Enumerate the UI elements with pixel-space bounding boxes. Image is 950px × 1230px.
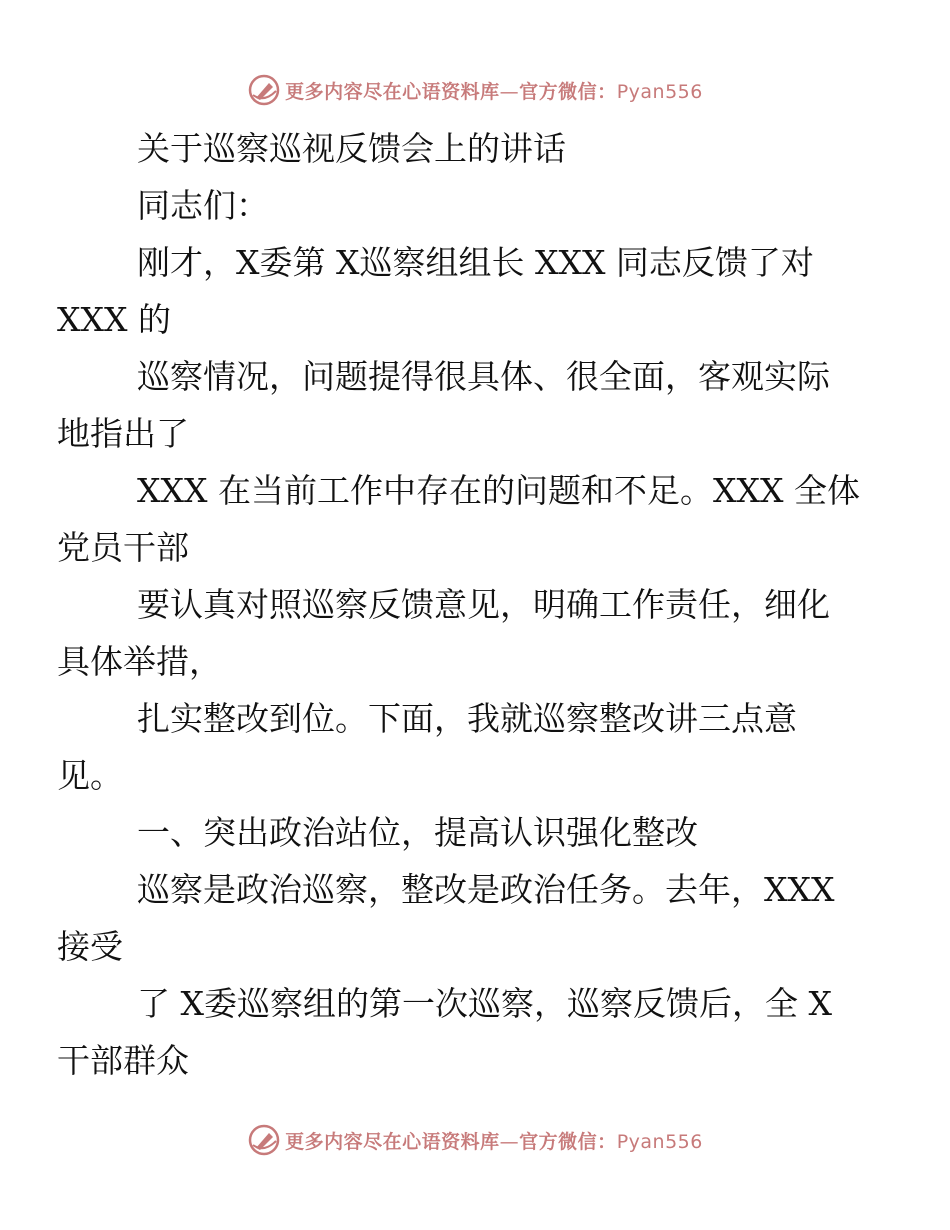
text-line: 党员干部 bbox=[57, 528, 189, 567]
footer-banner bbox=[0, 1120, 950, 1160]
text-line: 巡察情况，问题提得很具体、很全面，客观实际 bbox=[137, 357, 830, 396]
banner-title: 更多内容尽在心语资料库 bbox=[285, 80, 500, 103]
banner-title: 更多内容尽在心语资料库 bbox=[285, 1130, 500, 1153]
banner-dash: — bbox=[499, 1130, 520, 1153]
paragraph bbox=[57, 234, 857, 348]
text-line: 接受 bbox=[57, 927, 123, 966]
banner-label: 官方微信： bbox=[519, 80, 617, 103]
banner-label: 官方微信： bbox=[519, 1130, 617, 1153]
section-heading bbox=[97, 804, 857, 861]
pen-nib-logo-icon bbox=[247, 1123, 281, 1157]
paragraph bbox=[57, 861, 857, 975]
text-line: 一、突出政治站位，提高认识强化整改 bbox=[137, 813, 698, 852]
text-line: 扎实整改到位。下面，我就巡察整改讲三点意 bbox=[137, 699, 797, 738]
document-body bbox=[57, 120, 860, 1089]
text-line: 见。 bbox=[57, 756, 123, 795]
text-line: XXX 在当前工作中存在的问题和不足。XXX 全体 bbox=[137, 471, 860, 510]
text-line: 同志们： bbox=[137, 186, 269, 225]
text-line: 巡察是政治巡察，整改是政治任务。去年，XXX bbox=[137, 870, 835, 909]
banner-text bbox=[285, 1127, 703, 1154]
banner-text bbox=[285, 77, 703, 104]
text-line: 刚才，X委第 X巡察组组长 XXX 同志反馈了对 bbox=[137, 243, 814, 282]
text-line: 了 X委巡察组的第一次巡察，巡察反馈后，全 X bbox=[137, 984, 832, 1023]
text-line: 地指出了 bbox=[57, 414, 189, 453]
paragraph bbox=[57, 576, 857, 690]
text-line: 具体举措， bbox=[57, 642, 222, 681]
banner-account: Pyan556 bbox=[616, 1130, 703, 1153]
text-line: XXX 的 bbox=[57, 300, 171, 339]
banner-account: Pyan556 bbox=[616, 80, 703, 103]
header-banner bbox=[0, 70, 950, 110]
banner-dash: — bbox=[499, 80, 520, 103]
paragraph bbox=[57, 975, 857, 1089]
text-line: 关于巡察巡视反馈会上的讲话 bbox=[137, 129, 566, 168]
text-line: 要认真对照巡察反馈意见，明确工作责任，细化 bbox=[137, 585, 830, 624]
salutation bbox=[97, 177, 857, 234]
text-line: 干部群众 bbox=[57, 1041, 189, 1080]
paragraph bbox=[57, 348, 857, 462]
pen-nib-logo-icon bbox=[247, 73, 281, 107]
document-title bbox=[97, 120, 857, 177]
paragraph bbox=[57, 690, 857, 804]
paragraph bbox=[57, 462, 860, 576]
